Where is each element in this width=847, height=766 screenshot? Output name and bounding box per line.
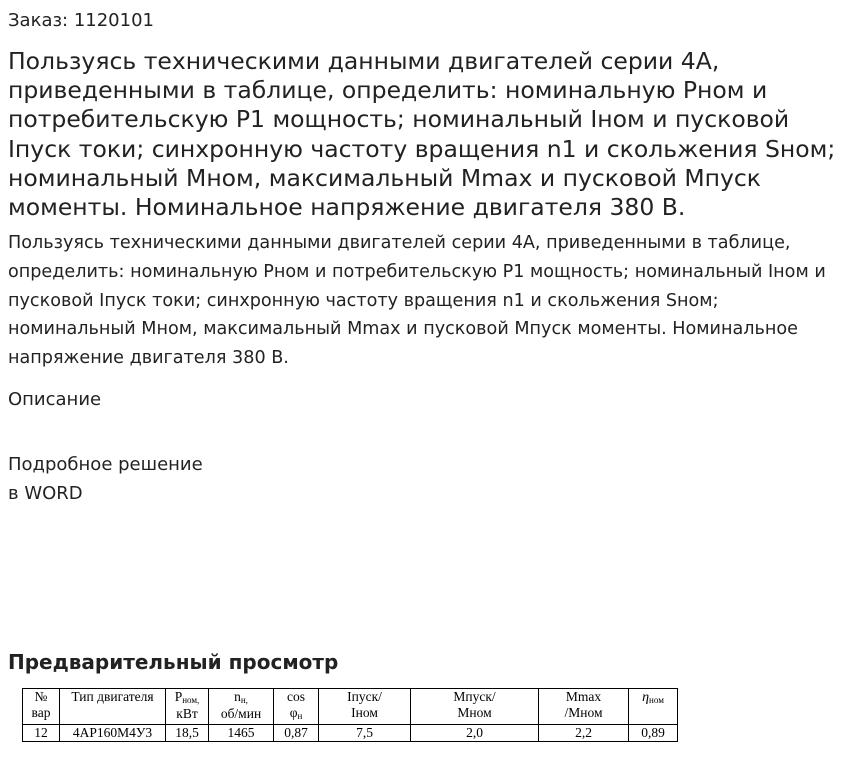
table-header-row <box>23 689 678 725</box>
solution-info <box>8 450 203 508</box>
cell-current-ratio: 7,5 <box>319 725 411 742</box>
cell-start-torque-ratio: 2,0 <box>411 725 539 742</box>
header-max-torque-ratio: Мmax /Мном <box>539 689 629 725</box>
solution-line-1: Подробное решение <box>8 454 203 475</box>
cell-efficiency: 0,89 <box>629 725 678 742</box>
cell-power: 18,5 <box>166 725 209 742</box>
order-number: Заказ: 1120101 <box>8 10 154 31</box>
header-variant: № вар <box>23 689 60 725</box>
solution-line-2: в WORD <box>8 483 83 504</box>
cell-variant: 12 <box>23 725 60 742</box>
table-row <box>23 725 678 742</box>
page-title: Пользуясь техническими данными двигателей серии 4А, приведенными в таблице, определить: номинальную Рном и потребительскую Р1 мощность; номинальный Iном и пусковой Iпуск токи; синхронную частоту вращения n1 и скольжения Sном; номинальный Мном, максимальный Мmax и пусковой Мпуск моменты. Номинальное напряжение двигателя 380 В. <box>8 47 836 222</box>
description-label: Описание <box>8 389 102 410</box>
cell-motor-type: 4АР160М4У3 <box>60 725 166 742</box>
header-cos: cos φн <box>274 689 319 725</box>
cell-max-torque-ratio: 2,2 <box>539 725 629 742</box>
cell-cos: 0,87 <box>274 725 319 742</box>
cell-speed: 1465 <box>209 725 274 742</box>
motor-parameters-table <box>22 688 678 742</box>
header-start-torque-ratio: Мпуск/ Мном <box>411 689 539 725</box>
header-power: Рном, кВт <box>166 689 209 725</box>
header-speed: nн, об/мин <box>209 689 274 725</box>
header-motor-type: Тип двигателя <box>60 689 166 725</box>
header-current-ratio: Iпуск/ Iном <box>319 689 411 725</box>
preview-heading: Предварительный просмотр <box>8 650 339 674</box>
task-description: Пользуясь техническими данными двигателей серии 4А, приведенными в таблице, определить: номинальную Рном и потребительскую Р1 мощность; номинальный Iном и пусковой Iпуск токи; синхронную частоту вращения n1 и скольжения Sном; номинальный Мном, максимальный Мmax и пусковой Мпуск моменты. Номинальное напряжение двигателя 380 В. <box>8 233 826 369</box>
header-efficiency: ηном <box>629 689 678 725</box>
